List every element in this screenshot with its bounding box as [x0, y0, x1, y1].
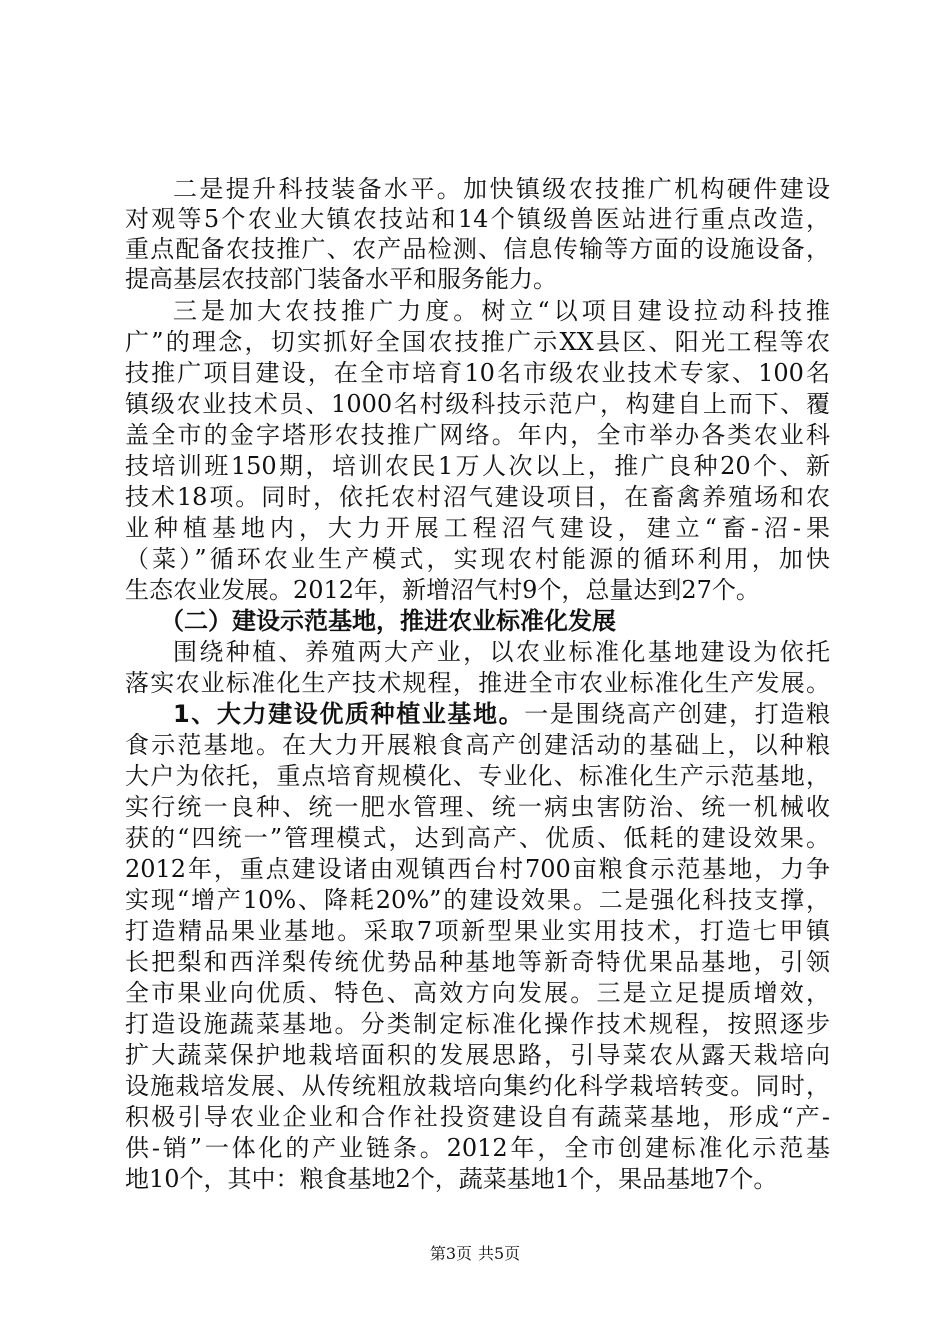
- paragraph-line: 获的“四统一”管理模式，达到高产、优质、低耗的建设效果。: [125, 824, 830, 852]
- paragraph-line: 长把梨和西洋梨传统优势品种基地等新奇特优果品基地，引领: [125, 948, 830, 976]
- paragraph-line: （菜）”循环农业生产模式，实现农村能源的循环利用，加快: [125, 545, 830, 573]
- page-footer: [0, 1244, 950, 1264]
- paragraph-line: 实行统一良种、统一肥水管理、统一病虫害防治、统一机械收: [125, 793, 830, 821]
- paragraph-line: 全市果业向优质、特色、高效方向发展。三是立足提质增效，: [125, 979, 830, 1007]
- paragraph-line: 二是提升科技装备水平。加快镇级农技推广机构硬件建设: [173, 175, 830, 203]
- paragraph-line: 打造精品果业基地。采取7项新型果业实用技术，打造七甲镇: [125, 917, 830, 945]
- page-total: 共5页: [478, 1244, 521, 1263]
- section-heading: （二）建设示范基地，推进农业标准化发展: [160, 607, 616, 635]
- paragraph-line: 镇级农业技术员、1000名村级科技示范户，构建自上而下、覆: [125, 390, 830, 418]
- paragraph-line: 提高基层农技部门装备水平和服务能力。: [125, 265, 557, 293]
- paragraph-line: 落实农业标准化生产技术规程，推进全市农业标准化生产发展。: [125, 669, 830, 697]
- page-number: 第3页: [429, 1244, 472, 1263]
- paragraph-line: 实现“增产10%、降耗20%”的建设效果。二是强化科技支撑，: [125, 886, 830, 914]
- paragraph-line: [173, 699, 830, 729]
- paragraph-line: 供-销”一体化的产业链条。2012年，全市创建标准化示范基: [125, 1134, 830, 1162]
- paragraph-line: 大户为依托，重点培育规模化、专业化、标准化生产示范基地，: [125, 762, 830, 790]
- paragraph-line: 2012年，重点建设诸由观镇西台村700亩粮食示范基地，力争: [125, 855, 830, 883]
- paragraph-line: 食示范基地。在大力开展粮食高产创建活动的基础上，以种粮: [125, 731, 830, 759]
- paragraph-line: 技术18项。同时，依托农村沼气建设项目，在畜禽养殖场和农: [125, 483, 830, 511]
- paragraph-line: 业种植基地内，大力开展工程沼气建设，建立“畜-沼-果: [125, 514, 830, 542]
- paragraph-line: 地10个，其中：粮食基地2个，蔬菜基地1个，果品基地7个。: [125, 1165, 778, 1193]
- paragraph-line: 盖全市的金字塔形农技推广网络。年内，全市举办各类农业科: [125, 421, 830, 449]
- paragraph-line: 围绕种植、养殖两大产业，以农业标准化基地建设为依托: [173, 638, 830, 666]
- paragraph-line: 重点配备农技推广、农产品检测、信息传输等方面的设施设备，: [125, 235, 830, 263]
- paragraph-line: 技培训班150期，培训农民1万人次以上，推广良种20个、新: [125, 452, 830, 480]
- paragraph-line: 生态农业发展。2012年，新增沼气村9个，总量达到27个。: [125, 576, 760, 604]
- subsection-lead: 1、大力建设优质种植业基地。: [173, 700, 525, 728]
- paragraph-line: 打造设施蔬菜基地。分类制定标准化操作技术规程，按照逐步: [125, 1010, 830, 1038]
- paragraph-line: 积极引导农业企业和合作社投资建设自有蔬菜基地，形成“产-: [125, 1103, 830, 1131]
- paragraph-line: 广”的理念，切实抓好全国农技推广示XX县区、阳光工程等农: [125, 328, 830, 356]
- paragraph-line: 对观等5个农业大镇农技站和14个镇级兽医站进行重点改造，: [125, 205, 830, 233]
- paragraph-line: 设施栽培发展、从传统粗放栽培向集约化科学栽培转变。同时，: [125, 1072, 830, 1100]
- paragraph-line: 技推广项目建设，在全市培育10名市级农业技术专家、100名: [125, 359, 830, 387]
- paragraph-line: 三是加大农技推广力度。树立“以项目建设拉动科技推: [173, 297, 830, 325]
- paragraph-text: 一是围绕高产创建，打造粮: [524, 700, 830, 728]
- paragraph-line: 扩大蔬菜保护地栽培面积的发展思路，引导菜农从露天栽培向: [125, 1041, 830, 1069]
